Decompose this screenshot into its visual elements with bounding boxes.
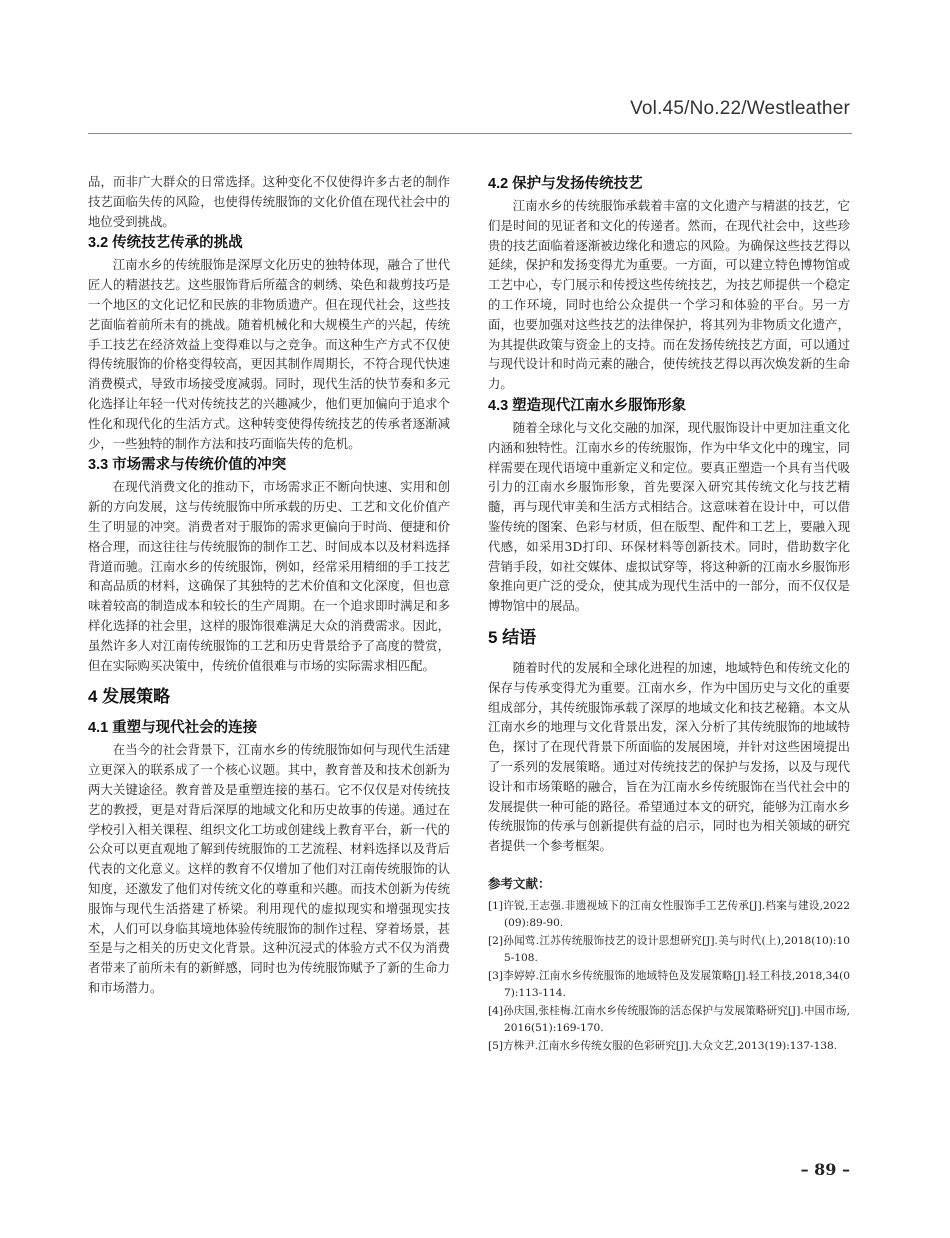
reference-item: [4]孙庆国,张桂梅.江南水乡传统服饰的活态保护与发展策略研究[J].中国市场,2016(51):169-170.: [488, 1004, 850, 1035]
reference-item: [1]许锐,王志强.非遗视域下的江南女性服饰手工艺传承[J].档案与建设,2022(09):89-90.: [488, 899, 850, 930]
reference-item: [2]孙闻莺.江苏传统服饰技艺的设计思想研究[J].美与时代(上),2018(10):105-108.: [488, 934, 850, 965]
paragraph-continued: 品，而非广大群众的日常选择。这种变化不仅使得许多古老的制作技艺面临失传的风险，也使得传统服饰的文化价值在现代社会中的地位受到挑战。: [88, 174, 450, 229]
section-4-1-paragraph: 在当今的社会背景下，江南水乡的传统服饰如何与现代生活建立更深入的联系成了一个核心议题。其中，教育普及和技术创新为两大关键途径。教育普及是重塑连接的基石。它不仅仅是对传统技艺的教授，更是对背后深厚的地域文化和历史故事的传递。通过在学校引入相关课程、组织文化工坊或创建线上教育平台，新一代的公众可以更直观地了解到传统服饰的工艺流程、材料选择以及背后代表的文化意义。这样的教育不仅增加了他们对江南传统服饰的认知度，还激发了他们对传统文化的尊重和兴趣。而技术创新为传统服饰与现代生活搭建了桥梁。利用现代的虚拟现实和增强现实技术，人们可以身临其境地体验传统服饰的制作过程、穿着场景，甚至是与之相关的历史文化背景。这种沉浸式的体验方式不仅为消费者带来了前所未有的新鲜感，同时也为传统服饰赋予了新的生命力和市场潜力。: [88, 742, 450, 995]
reference-item: [3]李婷婷.江南水乡传统服饰的地域特色及发展策略[J].轻工科技,2018,34(07):113-114.: [488, 969, 850, 1000]
page-number: – 89 –: [800, 1160, 850, 1179]
section-4-heading: 4 发展策略: [88, 687, 171, 707]
journal-issue: Vol.45/No.22/Westleather: [630, 98, 850, 119]
section-5-heading: 5 结语: [488, 627, 537, 647]
section-4-3-heading: 4.3 塑造现代江南水乡服饰形象: [488, 397, 687, 414]
section-4-2-heading: 4.2 保护与发扬传统技艺: [488, 176, 643, 192]
header-divider: [88, 133, 852, 134]
section-3-3-heading: 3.3 市场需求与传统价值的冲突: [88, 457, 287, 474]
section-4-1-heading: 4.1 重塑与现代社会的连接: [88, 720, 258, 737]
left-column: [88, 172, 450, 998]
references-heading: 参考文献：: [488, 876, 551, 891]
section-5-paragraph: 随着时代的发展和全球化进程的加速，地域特色和传统文化的保存与传承变得尤为重要。江南水乡，作为中国历史与文化的重要组成部分，其传统服饰承载了深厚的地域文化和技艺秘籍。本文从江南水乡的地理与文化背景出发，深入分析了其传统服饰的地域特色，探讨了在现代背景下所面临的发展困境，并针对这些困境提出了一系列的发展策略。通过对传统技艺的保护与发扬，以及与现代设计和市场策略的融合，旨在为江南水乡传统服饰在当代社会中的发展提供一种可能的路径。希望通过本文的研究，能够为江南水乡传统服饰的传承与创新提供有益的启示，同时也为相关领域的研究者提供一个参考框架。: [488, 659, 850, 854]
right-column: [488, 172, 850, 1055]
section-3-2-heading: 3.2 传统技艺传承的挑战: [88, 235, 243, 252]
reference-item: [5]方株尹.江南水乡传统女服的色彩研究[J].大众文艺,2013(19):137-138.: [488, 1039, 838, 1052]
section-4-3-paragraph: 随着全球化与文化交融的加深，现代服饰设计中更加注重文化内涵和独特性。江南水乡的传统服饰，作为中华文化中的瑰宝，同样需要在现代语境中重新定义和定位。要真正塑造一个具有当代吸引力的江南水乡服饰形象，首先要深入研究其传统文化与技艺精髓，再与现代审美和生活方式相结合。这意味着在设计中，可以借鉴传统的图案、色彩与材质，但在版型、配件和工艺上，要融入现代感，如采用3D打印、环保材料等创新技术。同时，借助数字化营销手段，如社交媒体、虚拟试穿等，将这种新的江南水乡服饰形象推向更广泛的受众，使其成为现代生活中的一部分，而不仅仅是博物馆中的展品。: [488, 419, 850, 614]
section-4-2-paragraph: 江南水乡的传统服饰承载着丰富的文化遗产与精湛的技艺，它们是时间的见证者和文化的传递者。然而，在现代社会中，这些珍贵的技艺面临着逐渐被边缘化和遗忘的风险。为确保这些技艺得以延续，保护和发扬变得尤为重要。一方面，可以建立特色博物馆或工艺中心，专门展示和传授这些传统技艺，为技艺师提供一个稳定的工作环境，同时也给公众提供一个学习和体验的平台。另一方面，也要加强对这些技艺的法律保护，将其列为非物质文化遗产，为其提供政策与资金上的支持。而在发扬传统技艺方面，可以通过与现代设计和时尚元素的融合，使传统技艺得以再次焕发新的生命力。: [488, 198, 850, 392]
section-3-3-paragraph: 在现代消费文化的推动下，市场需求正不断向快速、实用和创新的方向发展，这与传统服饰中所承载的历史、工艺和文化价值产生了明显的冲突。消费者对于服饰的需求更偏向于时尚、便捷和价格合理，而这往往与传统服饰的制作工艺、时间成本以及材料选择背道而驰。江南水乡的传统服饰，例如，经常采用精细的手工技艺和高品质的材料，这确保了其独特的艺术价值和文化深度，但也意味着较高的制造成本和较长的生产周期。在一个追求即时满足和多样化选择的社会里，这样的服饰很难满足大众的消费需求。因此，虽然许多人对江南传统服饰的工艺和历史背景给予了高度的赞赏，但在实际购买决策中，传统价值很难与市场的实际需求相匹配。: [88, 479, 450, 673]
section-3-2-paragraph: 江南水乡的传统服饰是深厚文化历史的独特体现，融合了世代匠人的精湛技艺。这些服饰背后所蕴含的刺绣、染色和裁剪技巧是一个地区的文化记忆和民族的非物质遗产。但在现代社会，这些技艺面临着前所未有的挑战。随着机械化和大规模生产的兴起，传统手工技艺在经济效益上变得难以与之竞争。而这种生产方式不仅使得传统服饰的价格变得较高，更因其制作周期长，不符合现代快速消费模式，导致市场接受度减弱。同时，现代生活的快节奏和多元化选择让年轻一代对传统技艺的兴趣减少，他们更加偏向于追求个性化和现代化的生活方式。这种转变使得传统技艺的传承者逐渐减少，一些独特的制作方法和技巧面临失传的危机。: [88, 257, 450, 451]
